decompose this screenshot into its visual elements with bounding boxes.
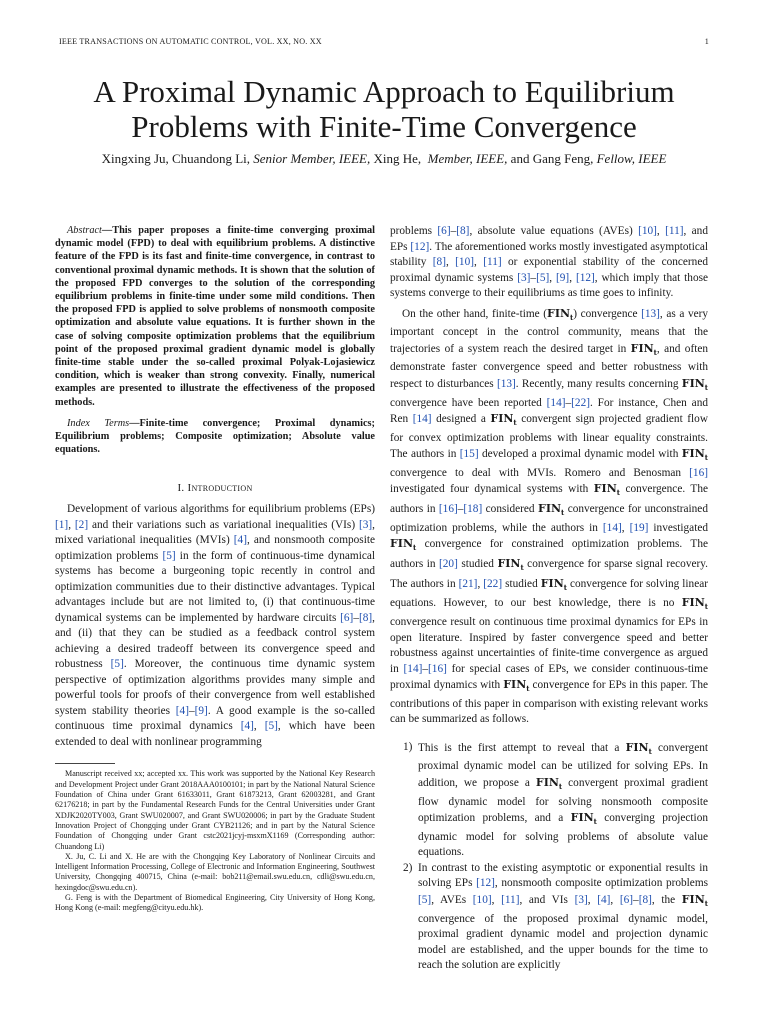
citation-link[interactable]: [5] bbox=[162, 549, 176, 562]
citation-link[interactable]: [9] bbox=[556, 271, 570, 284]
citation-link[interactable]: [5] bbox=[264, 720, 278, 733]
abstract-label: Abstract bbox=[67, 225, 102, 236]
fin-symbol: $FIN_t$ bbox=[547, 306, 574, 322]
author-group-3: and Gang Feng, bbox=[510, 151, 594, 166]
page-number: 1 bbox=[704, 37, 709, 46]
citation-link[interactable]: [8] bbox=[456, 225, 470, 237]
index-terms-label: Index Terms bbox=[67, 417, 130, 429]
citation-link[interactable]: [5] bbox=[418, 893, 432, 906]
fin-symbol: $FIN_t$ bbox=[490, 412, 517, 428]
citation-link[interactable]: [2] bbox=[74, 518, 89, 531]
citation-link[interactable]: [3] bbox=[358, 518, 373, 531]
author-group-1: Xingxing Ju, Chuandong Li, bbox=[101, 151, 250, 166]
footnote-divider bbox=[55, 763, 115, 764]
intro-paragraph-continued: problems [6]–[8], absolute value equations (AVEs) [10], [11], and EPs [12]. The aforementioned works mostly investigated asymptotical stability [8], [10], [11] or exponential stability of the concerned proximal dynamic systems [3]–[5], [9], [12], which imply that those systems converge to their equilibriums as time goes to infinity. bbox=[390, 225, 709, 299]
index-terms bbox=[55, 417, 375, 457]
citation-link[interactable]: [13] bbox=[496, 377, 516, 390]
title-line-1: A Proximal Dynamic Approach to Equilibrium bbox=[93, 74, 675, 109]
citation-link[interactable]: [1] bbox=[55, 518, 69, 531]
citation-link[interactable]: [6] bbox=[619, 893, 634, 906]
section-heading-introduction: I. Introduction bbox=[177, 482, 253, 495]
abstract bbox=[55, 224, 375, 409]
footnote-funding: Manuscript received xx; accepted xx. This work was supported by the National Key Research and Development Project under Grant 2018AAA0100101; in part by the National Natural Science Foundation of China under Grant 61633011, Grant 61873213, Grant 62003281, and Grant 62176218; in part by the Fundamental Research Funds for the Central Universities under Grant XDJK2020TY003, Grant SWU020007, and Grant SWU020006; in part by the Graduate Student Innovation Project of Chongqing under Grant CYB21126; and in part by the Natural Science Foundation of Chongqing under Grant cstc2021jcyj-msxmX1169 (Corresponding author: Chuandong Li) bbox=[55, 769, 375, 851]
citation-link[interactable]: [14] bbox=[412, 413, 432, 426]
citation-link[interactable]: [10] bbox=[638, 225, 657, 237]
fin-symbol: $FIN_t$ bbox=[593, 482, 620, 498]
title-line-2: Problems with Finite-Time Convergence bbox=[131, 109, 637, 144]
citation-link[interactable]: [16] bbox=[428, 662, 447, 675]
left-column bbox=[55, 224, 375, 914]
author-role-1: Senior Member, IEEE, bbox=[253, 151, 371, 166]
paper-title bbox=[40, 74, 728, 144]
citation-link[interactable]: [22] bbox=[571, 396, 590, 409]
citation-link[interactable]: [5] bbox=[110, 658, 124, 671]
list-item: 2) In contrast to the existing asymptotic or exponential results in solving EPs [12], nonsmooth composite optimization problems [5], AVEs [10], [11], and VIs [3], [4], [6]–[8], the $FIN_t$ convergence of the proposed proximal dynamic model, proximal gradient dynamic model and projection dynamic model are established, and the upper bounds for the time to reach the solution are explicitly bbox=[403, 861, 709, 971]
citation-link[interactable]: [5] bbox=[536, 271, 550, 284]
fin-symbol: $FIN_t$ bbox=[681, 376, 709, 393]
author-role-2: Member, IEEE, bbox=[427, 151, 508, 166]
author-list bbox=[40, 151, 728, 167]
citation-link[interactable]: [8] bbox=[638, 893, 652, 906]
right-column bbox=[390, 224, 708, 974]
citation-link[interactable]: [12] bbox=[476, 877, 495, 890]
citation-link[interactable]: [18] bbox=[463, 503, 483, 516]
author-group-2: Xing He, bbox=[373, 151, 422, 166]
fin-symbol: $FIN_t$ bbox=[390, 537, 417, 553]
citation-link[interactable]: [12] bbox=[575, 271, 595, 284]
citation-link[interactable]: [8] bbox=[358, 611, 373, 624]
citation-link[interactable]: [6] bbox=[340, 611, 354, 624]
citation-link[interactable]: [4] bbox=[597, 893, 611, 906]
citation-link[interactable]: [10] bbox=[472, 893, 492, 906]
fin-symbol: $FIN_t$ bbox=[681, 596, 708, 612]
intro-paragraph: Development of various algorithms for equilibrium problems (EPs) [1], [2] and their variations such as variational inequalities (VIs) [3], mixed variational inequalities (MVIs) [4], and nonsmooth composite optimization problems [5] in the form of continuous-time dynamical systems has become a burgeoning topic recently in control and optimization communities due to their distinctive advantages. Typical advantages include but are not limited to, (i) that continuous-time dynamical systems can be implemented by hardware circuits [6]–[8], and (ii) that they can be studied as a feedback control system achieving a desired tradeoff between its convergence speed and robustness [5]. Moreover, the continuous time dynamic system perspective of optimization algorithms provides many simple and powerful tools for proofs of their convergence from well established system stability theories [4]–[9]. A good example is the so-called continuous time proximal dynamics [4], [5], which have been extended to deal with nonlinear programming bbox=[55, 503, 376, 748]
citation-link[interactable]: [22] bbox=[483, 577, 503, 590]
citation-link[interactable]: [21] bbox=[458, 577, 478, 590]
fin-symbol: $FIN_t$ bbox=[540, 576, 567, 592]
fin-symbol: $FIN_t$ bbox=[538, 502, 565, 518]
citation-link[interactable]: [4] bbox=[175, 704, 189, 717]
citation-link[interactable]: [14] bbox=[403, 662, 423, 675]
fin-symbol: $FIN_t$ bbox=[630, 341, 657, 357]
citation-link[interactable]: [14] bbox=[546, 396, 566, 409]
contributions-list bbox=[390, 740, 708, 974]
index-terms-text: —Finite-time convergence; Proximal dynamics; Equilibrium problems; Composite optimization; Absolute value equations. bbox=[55, 417, 375, 456]
fin-symbol: $FIN_t$ bbox=[681, 447, 708, 463]
footnote-affiliation-1: X. Ju, C. Li and X. He are with the Chongqing Key Laboratory of Nonlinear Circuits and Intelligent Information Processing, College of Electronic and Information Engineering, Southwest University, Chongqing 400715, China (e-mail: bob211@email.swu.edu.cn, cdli@swu.edu.cn, hexingdoc@swu.edu.cn). bbox=[55, 851, 375, 892]
fin-symbol: $FIN_t$ bbox=[570, 811, 597, 827]
fin-symbol: $FIN_t$ bbox=[535, 775, 563, 792]
footnote-affiliation-2: G. Feng is with the Department of Biomedical Engineering, City University of Hong Kong, Hong Kong (e-mail: megfeng@cityu.edu.hk). bbox=[55, 893, 375, 913]
citation-link[interactable]: [16] bbox=[689, 466, 708, 479]
citation-link[interactable]: [20] bbox=[439, 558, 458, 570]
citation-link[interactable]: [12] bbox=[410, 240, 430, 253]
citation-link[interactable]: [10] bbox=[455, 256, 474, 268]
citation-link[interactable]: [8] bbox=[432, 256, 446, 268]
citation-link[interactable]: [19] bbox=[629, 521, 649, 534]
citation-link[interactable]: [13] bbox=[641, 307, 660, 320]
citation-link[interactable]: [3] bbox=[574, 893, 588, 906]
citation-link[interactable]: [11] bbox=[501, 893, 520, 906]
author-role-3: Fellow, IEEE bbox=[596, 151, 667, 166]
fin-symbol: $FIN_t$ bbox=[681, 892, 708, 908]
citation-link[interactable]: [4] bbox=[233, 534, 247, 547]
citation-link[interactable]: [16] bbox=[438, 503, 458, 516]
citation-link[interactable]: [11] bbox=[665, 225, 684, 237]
citation-link[interactable]: [11] bbox=[483, 256, 502, 268]
citation-link[interactable]: [6] bbox=[437, 225, 451, 237]
citation-link[interactable]: [3] bbox=[517, 271, 531, 284]
running-header bbox=[59, 37, 709, 49]
abstract-text: —This paper proposes a finite-time converging proximal dynamic model (FPD) to deal with equilibrium problems. A distinctive feature of the FPD is its fast and finite-time convergence, in contrast to conventional proximal dynamic methods. It is shown that the solution of the proposed FPD converges to the solution of the corresponding equilibrium problems in finite-time under some mild conditions. Then the proposed FPD is applied to solve problems of nonsmooth composite optimization and absolute value equations. It is further shown in the case of solving composite optimization problems that the equilibrium point of the proposed proximal gradient dynamic model is globally finite-time stable under the so-called proximal Polyak-Lojasiewicz condition, which is weaker than strong convexity. Finally, numerical examples are presented to illustrate the effectiveness of the proposed methods. bbox=[55, 225, 375, 408]
citation-link[interactable]: [4] bbox=[240, 720, 254, 733]
journal-name: IEEE TRANSACTIONS ON AUTOMATIC CONTROL, VOL. XX, NO. XX bbox=[59, 37, 322, 46]
citation-link[interactable]: [9] bbox=[194, 704, 208, 717]
fin-symbol: $FIN_t$ bbox=[625, 740, 652, 756]
fin-symbol: $FIN_t$ bbox=[503, 678, 530, 694]
list-item: 1) This is the first attempt to reveal that a $FIN_t$ convergent proximal dynamic model can be utilized for solving EPs. In addition, we propose a $FIN_t$ convergent proximal gradient flow dynamic model for solving nonsmooth composite optimization problems, and a $FIN_t$ converging projection dynamic model for solving problems of absolute value equations. bbox=[403, 740, 709, 859]
fin-symbol: $FIN_t$ bbox=[497, 557, 524, 573]
citation-link[interactable]: [14] bbox=[602, 521, 622, 534]
finite-time-paragraph: On the other hand, finite-time $(FIN_t)$ convergence [13], as a very important concept in the control community, means that the trajectories of a system reach the desired target in $FIN_t$, and often demonstrate faster convergence speed and better robustness with respect to disturbances [13]. Recently, many results concerning $FIN_t$ convergence have been reported [14]–[22]. For instance, Chen and Ren [14] designed a $FIN_t$ convergent sign projected gradient flow for convex optimization problems with linear equality constraints. The authors in [15] developed a proximal dynamic model with $FIN_t$ convergence to deal with MVIs. Romero and Benosman [16] investigated four dynamical systems with $FIN_t$ convergence. The authors in [16]–[18] considered $FIN_t$ convergence for unconstrained optimization problems, while the authors in [14], [19] investigated $FIN_t$ convergence for constrained optimization problems. The authors in [20] studied $FIN_t$ convergence for sparse signal recovery. The authors in [21], [22] studied $FIN_t$ convergence for solving linear equations. However, to our best knowledge, there is no $FIN_t$ convergence result on continuous time proximal dynamics for EPs in open literature. Inspired by faster convergence speed and better robustness against uncertainties of finite-time convergence as argued in [14]–[16] for special cases of EPs, we consider continuous-time proximal dynamics with $FIN_t$ convergence for EPs in this paper. The contributions of this paper in comparison with existing relevant works can be summarized as follows. bbox=[390, 306, 709, 726]
citation-link[interactable]: [15] bbox=[459, 448, 479, 461]
